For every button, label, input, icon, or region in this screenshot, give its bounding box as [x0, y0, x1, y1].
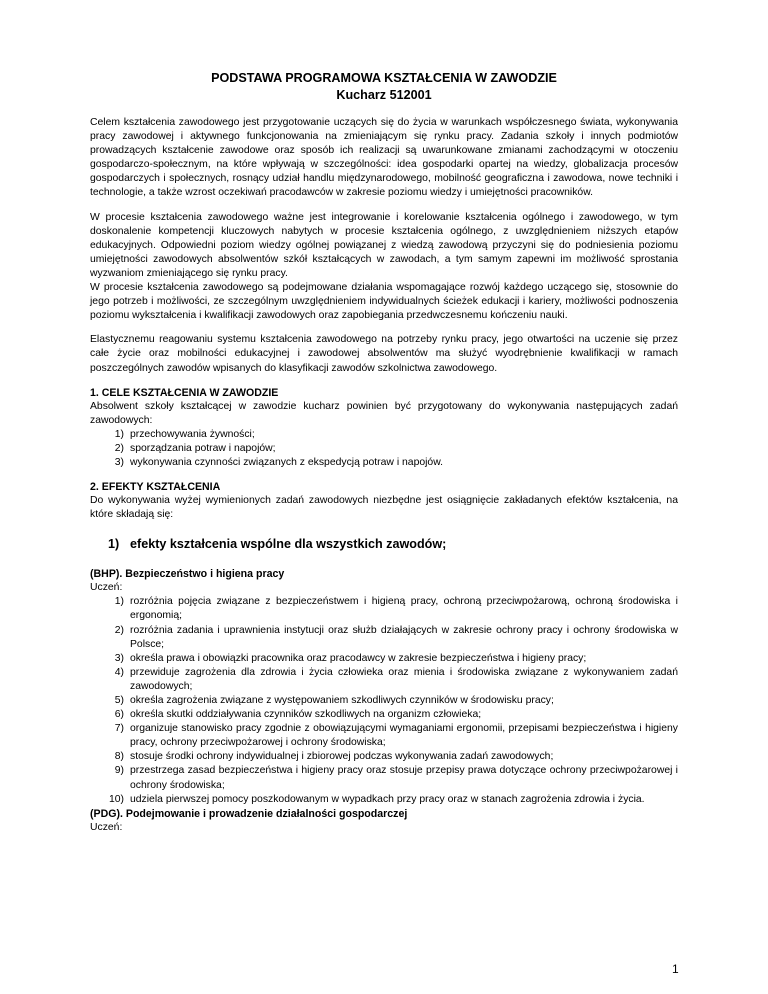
goals-lead: Absolwent szkoły kształcącej w zawodzie kucharz powinien być przygotowany do wykonywania następujących zadań zawodowych:	[90, 400, 678, 426]
list-item	[90, 708, 678, 722]
list-item	[90, 722, 678, 750]
list-item-text: określa prawa i obowiązki pracownika oraz pracodawcy w zakresie bezpieczeństwa i higieny pracy;	[130, 652, 587, 664]
list-item	[90, 750, 678, 764]
list-item-text: udziela pierwszej pomocy poszkodowanym w wypadkach przy pracy oraz w stanach zagrożenia zdrowia i życia.	[130, 793, 645, 805]
page-number: 1	[672, 962, 679, 976]
pdg-heading: (PDG). Podejmowanie i prowadzenie działalności gospodarczej	[90, 807, 408, 820]
list-item	[90, 428, 678, 442]
list-item	[90, 793, 678, 807]
list-item-text: określa skutki oddziaływania czynników szkodliwych na organizm człowieka;	[130, 709, 482, 721]
list-item-text: przewiduje zagrożenia dla zdrowia i życia człowieka oraz mienia i środowiska związane z wykonywaniem zadań zawodowych;	[130, 666, 678, 692]
section-heading-goals: 1. CELE KSZTAŁCENIA W ZAWODZIE	[90, 386, 279, 399]
list-item	[90, 595, 678, 623]
list-item-number: 5)	[114, 695, 124, 706]
section-heading-effects: 2. EFEKTY KSZTAŁCENIA	[90, 481, 221, 494]
bhp-lead: Uczeń:	[90, 582, 123, 594]
list-item	[90, 652, 678, 666]
intro-paragraph-1: Celem kształcenia zawodowego jest przygotowanie uczących się do życia w warunkach współczesnego świata, wykonywania pracy zawodowej i aktywnego funkcjonowania na zmieniającym się rynku pracy. Zadania szkoły i innych podmiotów prowadzących kształcenie zawodowe oraz sposób ich realizacji są uwarunkowane zmianami zachodzącymi w otoczeniu gospodarczo-społecznym, na które wpływają w szczególności: idea gospodarki opartej na wiedzy, globalizacja procesów gospodarczych i społecznych, rosnący udział handlu międzynarodowego, mobilność geograficzna i zawodowa, nowe techniki i technologie, a także wzrost oczekiwań pracodawców w zakresie poziomu wiedzy i umiejętności pracowników.	[90, 117, 678, 199]
list-item-number: 3)	[114, 652, 124, 664]
document-page	[90, 70, 678, 835]
list-item-text: sporządzania potraw i napojów;	[130, 442, 276, 454]
subsection-number: 1)	[108, 537, 120, 552]
list-item-number: 8)	[114, 751, 124, 763]
list-item-text: rozróżnia zadania i uprawnienia instytucji oraz służb działających w zakresie ochrony pracy i ochrony środowiska w Polsce;	[130, 624, 678, 650]
document-subtitle: Kucharz 512001	[336, 88, 432, 102]
bhp-heading: (BHP). Bezpieczeństwo i higiena pracy	[90, 568, 285, 581]
list-item	[90, 442, 678, 456]
list-item-text: wykonywania czynności związanych z ekspedycją potraw i napojów.	[130, 456, 444, 468]
list-item-text: stosuje środki ochrony indywidualnej i zbiorowej podczas wykonywania zadań zawodowych;	[130, 751, 554, 763]
pdg-lead: Uczeń:	[90, 821, 123, 833]
list-item	[90, 666, 678, 694]
list-item	[90, 456, 678, 470]
effects-lead: Do wykonywania wyżej wymienionych zadań zawodowych niezbędne jest osiągnięcie zakładanych efektów kształcenia, na które składają się:	[90, 495, 678, 521]
list-item-number: 2)	[114, 442, 124, 454]
list-item-text: przestrzega zasad bezpieczeństwa i higieny pracy oraz stosuje przepisy prawa dotyczące ochrony przeciwpożarowej i ochrony środowiska;	[130, 765, 678, 791]
list-item-number: 1)	[114, 596, 124, 608]
list-item-number: 3)	[114, 456, 124, 468]
list-item	[90, 764, 678, 792]
list-item-number: 9)	[114, 765, 124, 777]
list-item-number: 7)	[114, 723, 124, 735]
bhp-list	[90, 595, 678, 806]
list-item-text: organizuje stanowisko pracy zgodnie z obowiązującymi wymaganiami ergonomii, przepisami bezpieczeństwa i higieny pracy, ochrony przeciwpożarowej i ochrony środowiska;	[130, 723, 678, 749]
list-item-text: rozróżnia pojęcia związane z bezpieczeństwem i higieną pracy, ochroną przeciwpożarową, ochroną środowiska i ergonomią;	[130, 596, 678, 622]
list-item-number: 4)	[114, 666, 124, 678]
intro-paragraph-4: Elastycznemu reagowaniu systemu kształcenia zawodowego na potrzeby rynku pracy, jego otwartości na uczenie się przez całe życie oraz mobilności edukacyjnej i zawodowej absolwentów ma służyć wyodrębnienie kwalifikacji w ramach poszczególnych zawodów wpisanych do klasyfikacji zawodów szkolnictwa zawodowego.	[90, 334, 678, 374]
subsection-heading-common-effects	[108, 536, 678, 553]
list-item-number: 2)	[114, 624, 124, 636]
list-item	[90, 624, 678, 652]
document-title: PODSTAWA PROGRAMOWA KSZTAŁCENIA W ZAWODZIE	[211, 71, 557, 85]
intro-paragraph-3: W procesie kształcenia zawodowego są podejmowane działania wspomagające rozwój każdego uczącego się, stosownie do jego potrzeb i możliwości, ze szczególnym uwzględnieniem indywidualnych ścieżek edukacji i kariery, możliwości podnoszenia poziomu wykształcenia i kwalifikacji zawodowych oraz zapobiegania przedwczesnemu kończeniu nauki.	[90, 282, 678, 322]
list-item	[90, 694, 678, 708]
list-item-number: 1)	[114, 428, 124, 440]
list-item-text: przechowywania żywności;	[130, 428, 255, 440]
intro-paragraph-2: W procesie kształcenia zawodowego ważne jest integrowanie i korelowanie kształcenia ogólnego i zawodowego, w tym doskonalenie kompetencji kluczowych nabytych w procesie kształcenia ogólnego, z uwzględnieniem niższych etapów edukacyjnych. Odpowiedni poziom wiedzy ogólnej powiązanej z wiedzą zawodową przyczyni się do podniesienia poziomu umiejętności zawodowych absolwentów szkół kształcących w zawodach, a tym samym zapewni im możliwość sprostania wyzwaniom zmieniającego się rynku pracy.	[90, 211, 678, 279]
list-item-number: 6)	[114, 709, 124, 721]
subsection-title: efekty kształcenia wspólne dla wszystkich zawodów;	[130, 537, 447, 552]
goals-list	[90, 428, 678, 470]
list-item-text: określa zagrożenia związane z występowaniem szkodliwych czynników w środowisku pracy;	[130, 695, 554, 706]
list-item-number: 10)	[108, 793, 124, 805]
